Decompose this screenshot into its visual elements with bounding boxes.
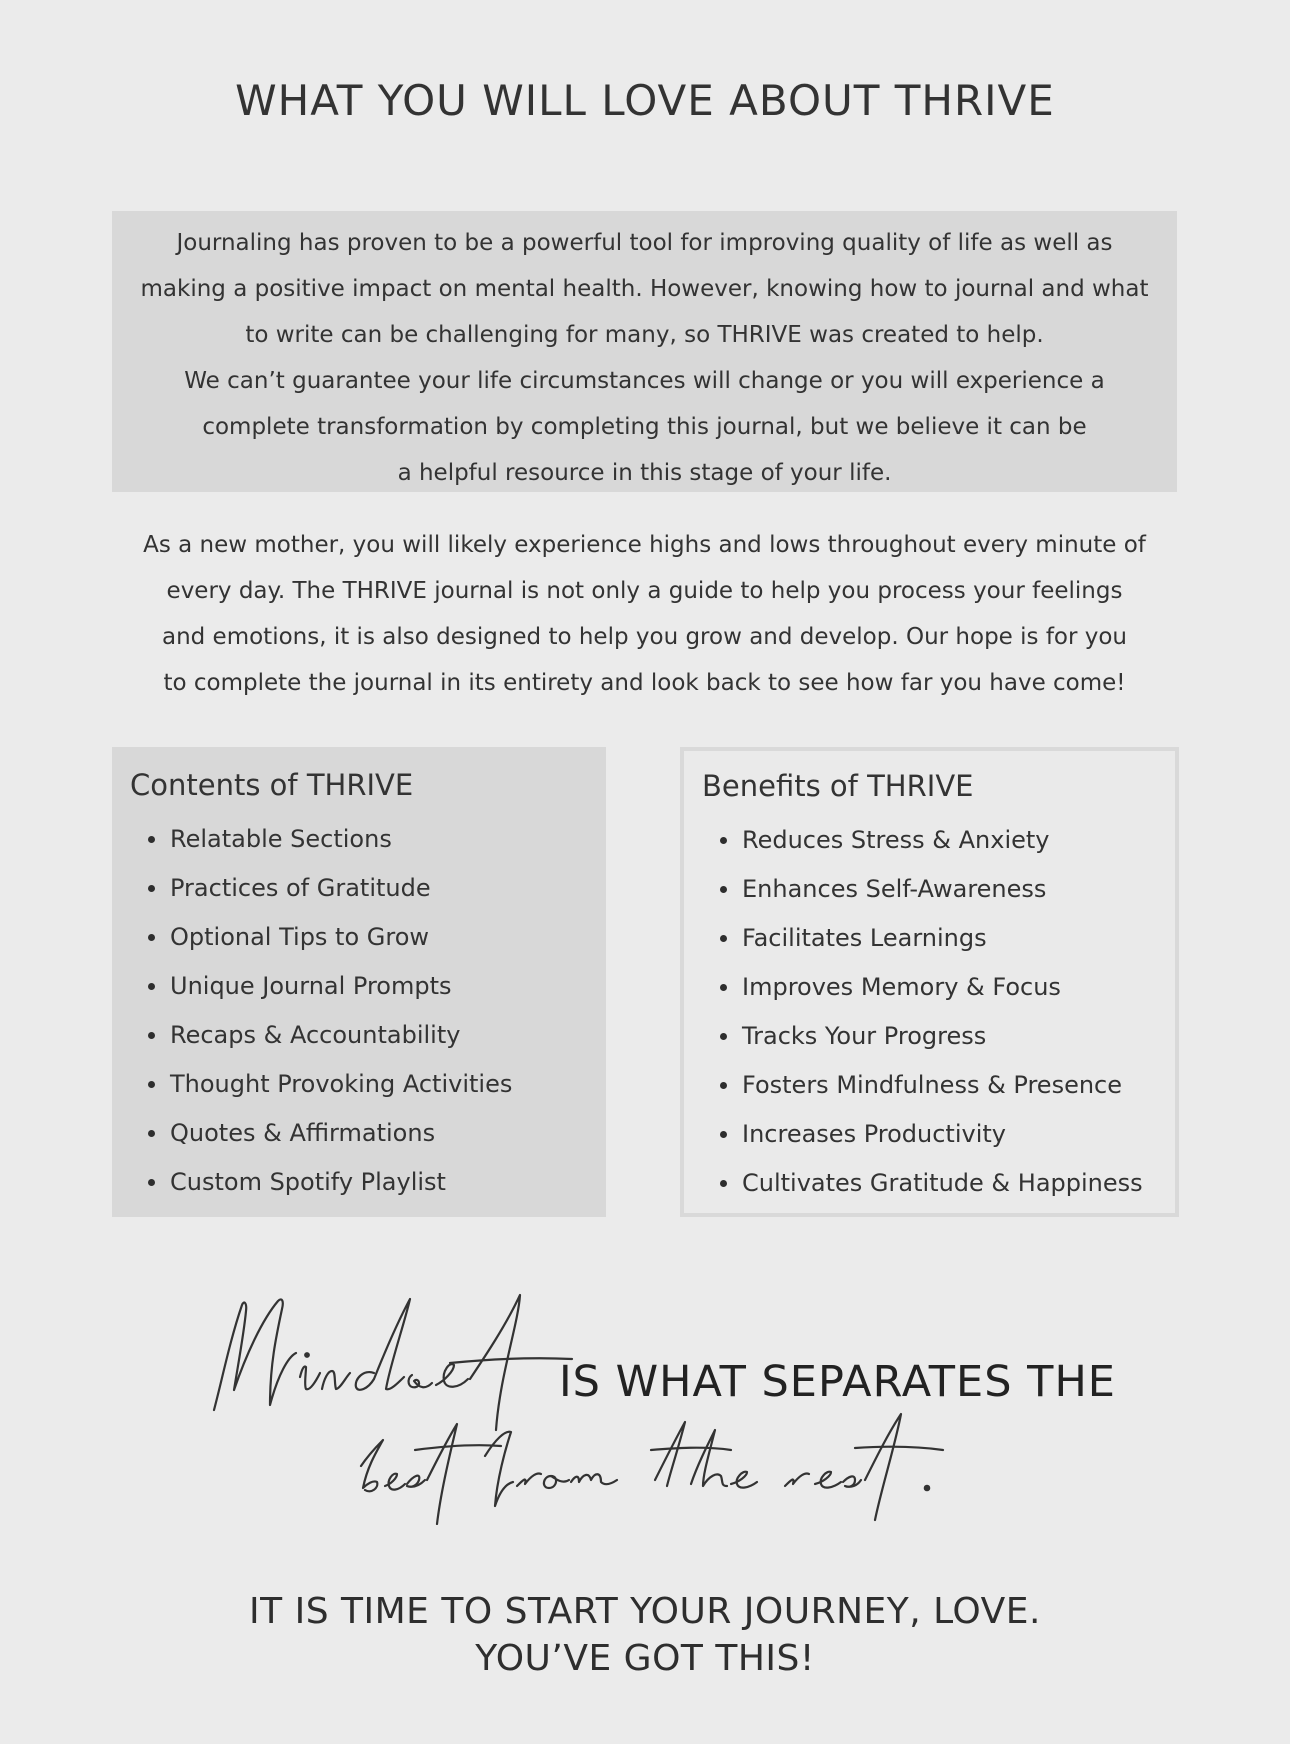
benefits-heading: Benefits of THRIVE xyxy=(702,769,974,803)
bullet-icon xyxy=(720,837,727,844)
intro-paragraph: Journaling has proven to be a powerful tool for improving quality of life as well as making a positive impact on mental health. However, knowing how to journal and what to write can be challenging for many, so THRIVE was created to help. We can’t guarantee your life circumstances will change or you will experience a complete transformation by completing this journal, but we believe it can be a helpful resource in this stage of your life. xyxy=(140,230,1149,486)
closing-line-1: IT IS TIME TO START YOUR JOURNEY, LOVE. xyxy=(249,1591,1041,1632)
bullet-icon xyxy=(720,935,727,942)
bullet-icon xyxy=(720,1082,727,1089)
bullet-icon xyxy=(720,1180,727,1187)
list-item xyxy=(148,1060,606,1109)
benefits-box xyxy=(680,747,1179,1217)
list-item xyxy=(720,816,1175,865)
list-item xyxy=(148,815,606,864)
list-item-label: Optional Tips to Grow xyxy=(170,923,430,951)
list-item-label: Cultivates Gratitude & Happiness xyxy=(742,1169,1143,1197)
bullet-icon xyxy=(720,886,727,893)
bullet-icon xyxy=(720,1131,727,1138)
list-item xyxy=(720,1159,1175,1208)
list-item-label: Increases Productivity xyxy=(742,1120,1006,1148)
list-item xyxy=(720,865,1175,914)
list-item-label: Unique Journal Prompts xyxy=(170,972,452,1000)
list-item xyxy=(148,1011,606,1060)
list-item xyxy=(148,864,606,913)
list-item xyxy=(148,913,606,962)
quote-caps-text: IS WHAT SEPARATES THE xyxy=(559,1357,1116,1407)
benefits-list xyxy=(702,816,1175,1208)
bullet-icon xyxy=(148,1179,155,1186)
list-item-label: Reduces Stress & Anxiety xyxy=(742,826,1050,854)
best-from-the-rest-script-lettering xyxy=(355,1410,1005,1525)
list-item-label: Thought Provoking Activities xyxy=(170,1070,513,1098)
page-title: WHAT YOU WILL LOVE ABOUT THRIVE xyxy=(235,76,1055,125)
bullet-icon xyxy=(148,885,155,892)
list-item-label: Relatable Sections xyxy=(170,825,392,853)
contents-heading: Contents of THRIVE xyxy=(130,768,414,802)
intro-box xyxy=(112,211,1177,492)
bullet-icon xyxy=(148,1032,155,1039)
list-item xyxy=(720,963,1175,1012)
list-item-label: Custom Spotify Playlist xyxy=(170,1168,446,1196)
list-item xyxy=(720,1061,1175,1110)
list-item xyxy=(148,962,606,1011)
bullet-icon xyxy=(148,983,155,990)
bullet-icon xyxy=(148,1130,155,1137)
list-item xyxy=(148,1109,606,1158)
list-item-label: Improves Memory & Focus xyxy=(742,973,1061,1001)
list-item-label: Recaps & Accountability xyxy=(170,1021,461,1049)
list-item-label: Practices of Gratitude xyxy=(170,874,431,902)
closing-message xyxy=(0,1588,1290,1682)
list-item xyxy=(148,1158,606,1207)
list-item-label: Tracks Your Progress xyxy=(742,1022,987,1050)
bullet-icon xyxy=(720,984,727,991)
bullet-icon xyxy=(720,1033,727,1040)
list-item xyxy=(720,1012,1175,1061)
contents-box xyxy=(112,747,606,1217)
list-item-label: Quotes & Affirmations xyxy=(170,1119,436,1147)
contents-list xyxy=(130,815,606,1207)
new-mother-paragraph: As a new mother, you will likely experience highs and lows throughout every minute of every day. The THRIVE journal is not only a guide to help you process your feelings and emotions, it is also designed to help you grow and develop. Our hope is for you to complete the journal in its entirety and look back to see how far you have come! xyxy=(143,532,1146,696)
bullet-icon xyxy=(148,1081,155,1088)
list-item xyxy=(720,914,1175,963)
bullet-icon xyxy=(148,836,155,843)
list-item-label: Fosters Mindfulness & Presence xyxy=(742,1071,1123,1099)
list-item-label: Enhances Self-Awareness xyxy=(742,875,1047,903)
closing-line-2: YOU’VE GOT THIS! xyxy=(475,1638,815,1679)
list-item-label: Facilitates Learnings xyxy=(742,924,987,952)
bullet-icon xyxy=(148,934,155,941)
list-item xyxy=(720,1110,1175,1159)
